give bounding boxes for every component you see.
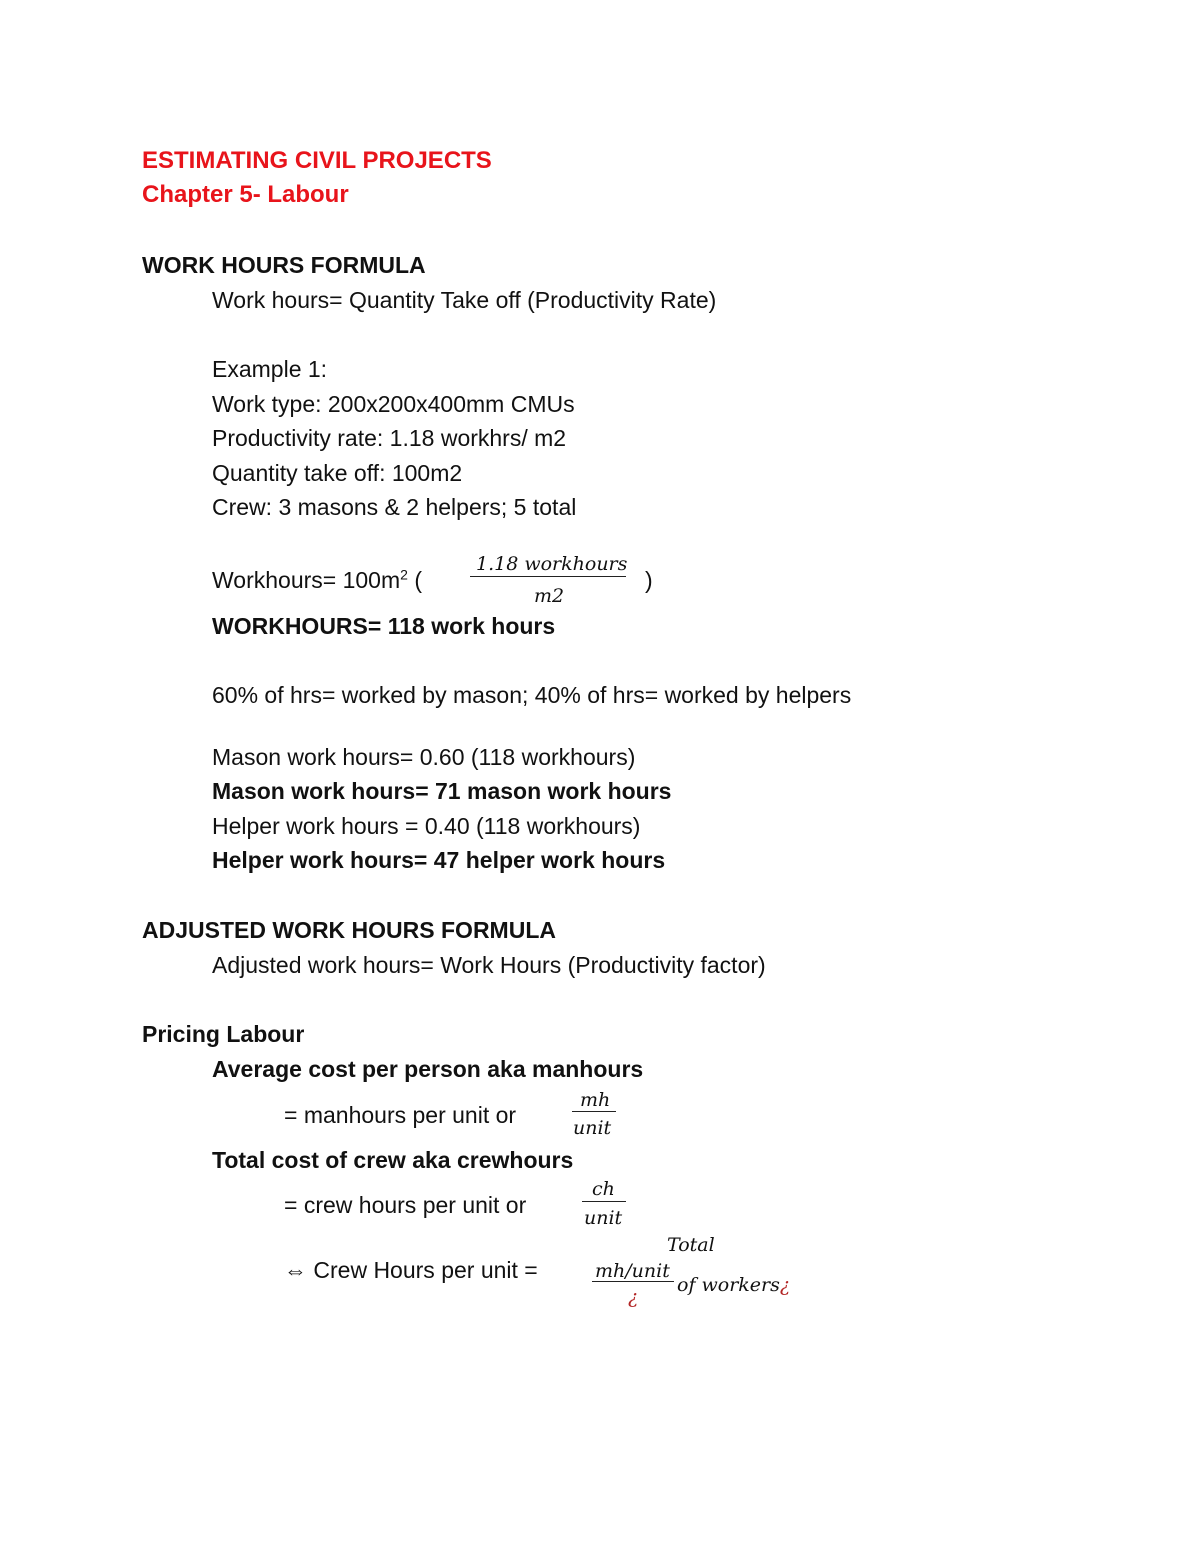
work-type: Work type: 200x200x400mm CMUs: [212, 391, 575, 417]
mh-unit-numerator: mh/unit: [595, 1260, 670, 1282]
ch-fraction-bar: [582, 1201, 626, 1202]
workhours-result: WORKHOURS= 118 work hours: [212, 613, 556, 639]
example-label: Example 1:: [212, 356, 328, 382]
crew-fraction-bar: [592, 1281, 674, 1282]
crewhours-line: = crew hours per unit or: [284, 1192, 527, 1218]
mh-numerator: mh: [580, 1089, 611, 1111]
fraction-numerator: 1.18 workhours: [476, 553, 628, 575]
ch-denominator: unit: [584, 1207, 623, 1229]
ch-numerator: ch: [592, 1178, 615, 1200]
inverted-question-mark: ¿: [628, 1286, 639, 1308]
of-workers-label: [677, 1271, 790, 1299]
pricing-heading: Pricing Labour: [142, 1021, 305, 1047]
helper-calc: Helper work hours = 0.40 (118 workhours): [212, 813, 641, 839]
equation-open-paren: (: [414, 567, 422, 593]
of-workers-mark: ¿: [779, 1274, 791, 1296]
document-title: ESTIMATING CIVIL PROJECTS: [142, 147, 492, 174]
workhours-equation: [212, 566, 422, 594]
chapter-title: Chapter 5- Labour: [142, 181, 349, 208]
fraction-denominator: m2: [534, 585, 565, 607]
quantity-take-off: Quantity take off: 100m2: [212, 460, 463, 486]
crew-cost-heading: Total cost of crew aka crewhours: [212, 1147, 574, 1173]
crew-hours-per-unit-line: ⇔ Crew Hours per unit =: [284, 1257, 538, 1283]
hours-split: 60% of hrs= worked by mason; 40% of hrs= worked by helpers: [212, 682, 852, 708]
mason-result: Mason work hours= 71 mason work hours: [212, 778, 672, 804]
total-label: Total: [667, 1234, 715, 1256]
mh-denominator: unit: [573, 1117, 612, 1139]
helper-result: Helper work hours= 47 helper work hours: [212, 847, 666, 873]
work-hours-heading: WORK HOURS FORMULA: [142, 252, 426, 278]
adjusted-formula: Adjusted work hours= Work Hours (Productivity factor): [212, 952, 766, 978]
fraction-bar: [470, 576, 626, 577]
equation-exponent: 2: [400, 566, 408, 583]
mh-fraction-bar: [572, 1111, 616, 1112]
work-hours-formula: Work hours= Quantity Take off (Productivity Rate): [212, 287, 717, 313]
equation-prefix: Workhours= 100m: [212, 567, 401, 593]
crew-composition: Crew: 3 masons & 2 helpers; 5 total: [212, 494, 577, 520]
average-cost-heading: Average cost per person aka manhours: [212, 1056, 644, 1082]
mason-calc: Mason work hours= 0.60 (118 workhours): [212, 744, 636, 770]
manhours-line: = manhours per unit or: [284, 1102, 517, 1128]
equation-close-paren: ): [645, 567, 653, 593]
adjusted-heading: ADJUSTED WORK HOURS FORMULA: [142, 917, 556, 943]
of-workers-text: of workers: [677, 1274, 780, 1296]
productivity-rate: Productivity rate: 1.18 workhrs/ m2: [212, 425, 567, 451]
